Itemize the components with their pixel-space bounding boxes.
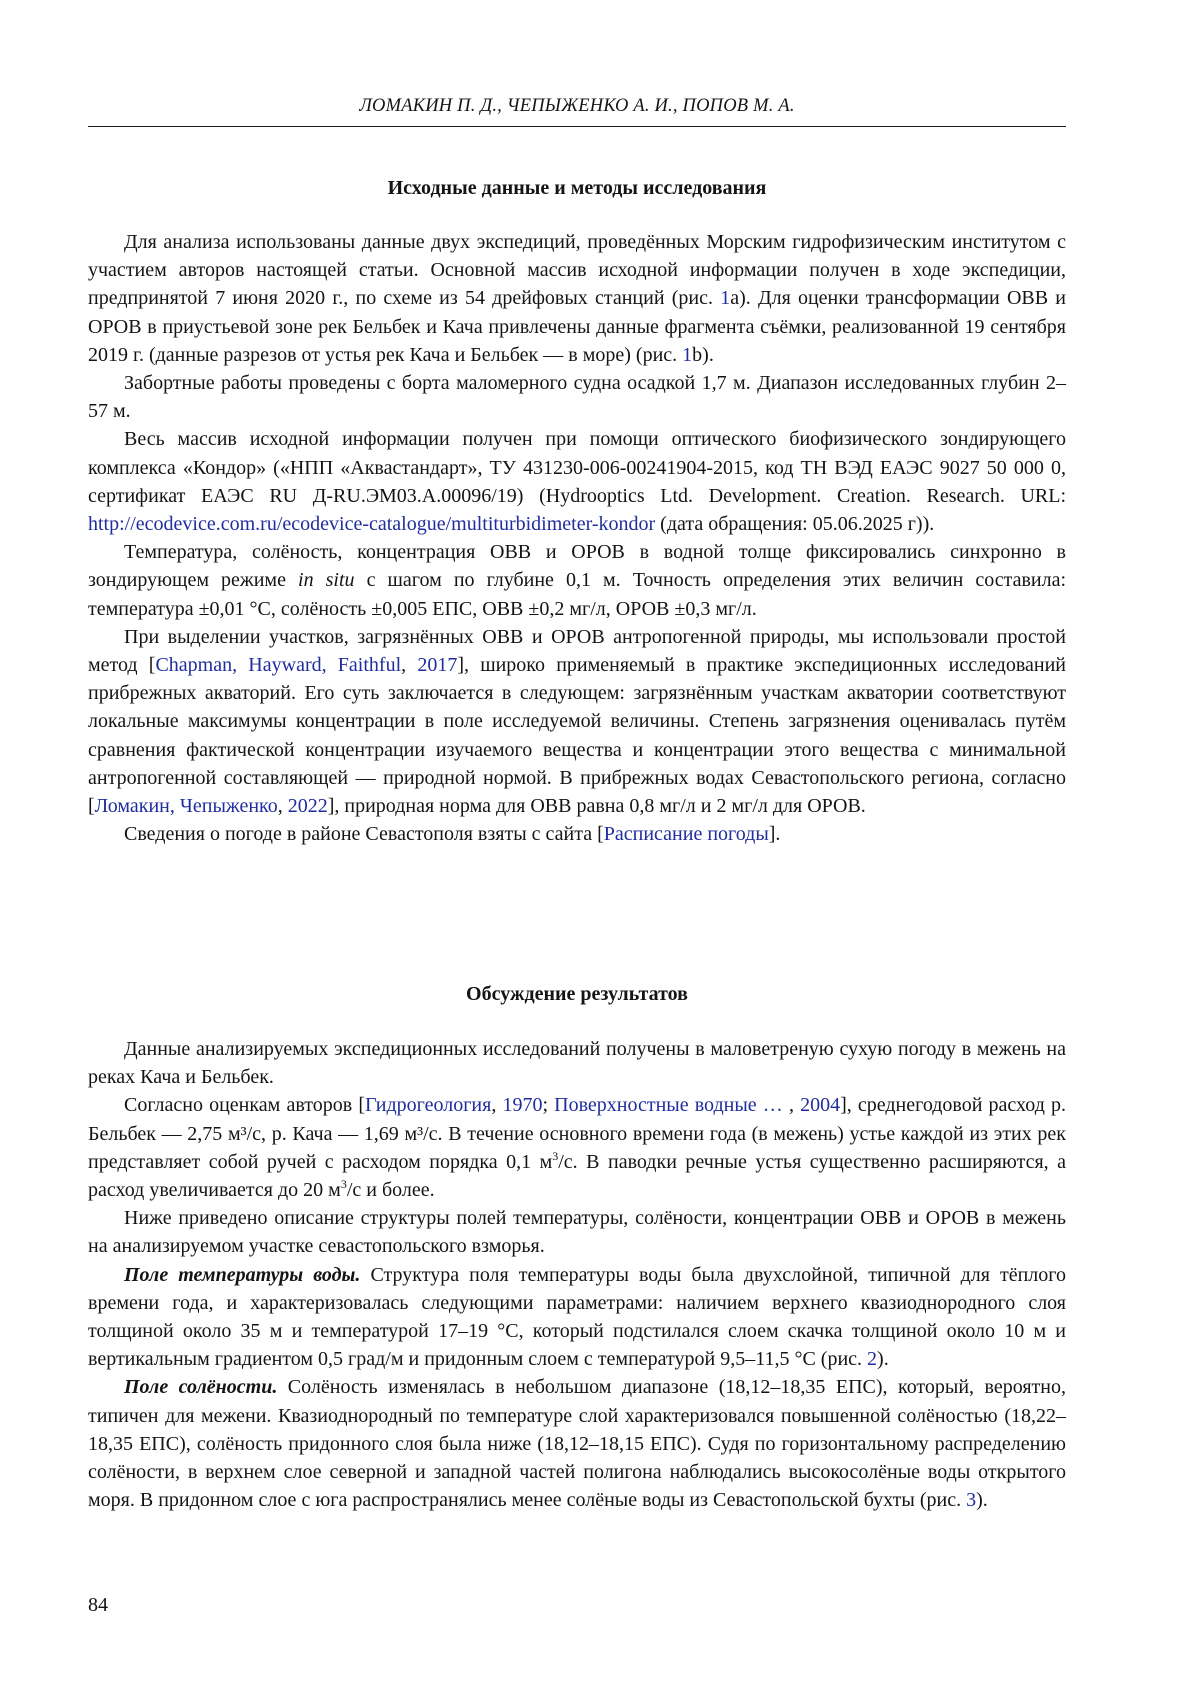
page-number: 84 (88, 1594, 108, 1616)
paragraph: Поле солёности. Солёность изменялась в небольшом диапазоне (18,12–18,35 ЕПС), который, вероятно, типичен для межени. Квазиоднородный по температуре слой характеризовался повышенной солёностью (18,22–18,35 ЕПС), солёность придонного слоя была ниже (18,12–18,15 ЕПС). Судя по горизонтальному распределению солёности, в верхнем слое северной и западной частей полигона наблюдались высокосолёные воды открытого моря. В придонном слое с юга распространялись менее солёные воды из Севастопольской бухты (рис. 3). (88, 1376, 1066, 1512)
paragraph: Весь массив исходной информации получен при помощи оптического биофизического зондирующего комплекса «Кондор» («НПП «Аквастандарт», ТУ 431230-006-00241904-2015, код ТН ВЭД ЕАЭС 9027 50 000 0, сертификат ЕАЭС RU Д-RU.ЭМ03.А.00096/19) (Hydrooptics Ltd. Development. Creation. Research. URL: http://ecodevice.com.ru/ecodevice-catalogue/multiturbidimeter-kondor (дата обращения: 05.06.2025 г)). (88, 428, 1066, 536)
emphasis-term: in situ (298, 569, 355, 592)
citation-link[interactable]: Поверхностные водные … (554, 1094, 789, 1117)
running-header-authors: ЛОМАКИН П. Д., ЧЕПЫЖЕНКО А. И., ПОПОВ М. А. (359, 96, 795, 116)
paragraph: Температура, солёность, концентрация ОВВ и ОРОВ в водной толще фиксировались синхронно в зондирующем режиме in situ с шагом по глубине 0,1 м. Точность определения этих величин составила: температура ±0,01 °C, солёность ±0,005 ЕПС, ОВВ ±0,2 мг/л, ОРОВ ±0,3 мг/л. (88, 541, 1067, 620)
section-title-results: Обсуждение результатов (466, 983, 688, 1005)
paragraph: При выделении участков, загрязнённых ОВВ и ОРОВ антропогенной природы, мы использовали простой метод [Chapman, Hayward, Faithful, 2017], широко применяемый в практике экспедиционных исследований прибрежных акваторий. Его суть заключается в следующем: загрязнённым участкам акватории соответствуют локальные максимумы концентрации в поле исследуемой величины. Степень загрязнения оценивалась путём сравнения фактической концентрации изучаемого вещества и концентрации этого вещества с минимальной антропогенной составляющей — природной нормой. В прибрежных водах Севастопольского региона, согласно [Ломакин, Чепыженко, 2022], природная норма для ОВВ равна 0,8 мг/л и 2 мг/л для ОРОВ. (88, 625, 1067, 818)
paragraph: Ниже приведено описание структуры полей температуры, солёности, концентрации ОВВ и ОРОВ в межень на анализируемом участке севастопольского взморья. (88, 1207, 1066, 1258)
paragraph: Данные анализируемых экспедиционных исследований получены в маловетреную сухую погоду в межень на реках Кача и Бельбек. (88, 1038, 1066, 1089)
run-in-heading: Поле температуры воды. (124, 1263, 361, 1286)
citation-link[interactable]: Гидрогеология (364, 1094, 492, 1117)
header-rule (88, 126, 1066, 127)
section-methods-body (88, 228, 1066, 848)
section-results-body (88, 1035, 1066, 1514)
citation-link[interactable]: Расписание погоды (603, 823, 769, 846)
citation-link[interactable]: Ломакин, Чепыженко (94, 795, 278, 818)
url-link[interactable]: http://ecodevice.com.ru/ecodevice-catalogue/multiturbidimeter-kondor (88, 513, 656, 536)
citation-link[interactable]: 1970 (502, 1094, 543, 1117)
run-in-heading: Поле солёности. (124, 1376, 278, 1399)
section-title-methods: Исходные данные и методы исследования (387, 177, 767, 199)
citation-link[interactable]: 2017 (417, 654, 458, 677)
figure-link[interactable]: 1 (682, 343, 693, 366)
citation-link[interactable]: 2022 (287, 795, 328, 818)
paragraph: Согласно оценкам авторов [Гидрогеология, 1970; Поверхностные водные … , 2004], среднегодовой расход р. Бельбек — 2,75 м³/с, р. Кача — 1,69 м³/с. В течение основного времени года (в межень) устье каждой из этих рек представляет собой ручей с расходом порядка 0,1 $м^3/с$. В паводки речные устья существенно расширяются, а расход увеличивается до 20 $м^3/с$ и более. (88, 1094, 1067, 1202)
figure-link[interactable]: 2 (867, 1348, 878, 1371)
citation-link[interactable]: 2004 (800, 1094, 841, 1117)
figure-link[interactable]: 1 (720, 287, 731, 310)
citation-link[interactable]: Chapman, Hayward, Faithful (155, 654, 402, 677)
paragraph: Для анализа использованы данные двух экспедиций, проведённых Морским гидрофизическим институтом с участием авторов настоящей статьи. Основной массив исходной информации получен в ходе экспедиции, предпринятой 7 июня 2020 г., по схеме из 54 дрейфовых станций (рис. 1a). Для оценки трансформации ОВВ и ОРОВ в приустьевой зоне рек Бельбек и Кача привлечены данные фрагмента съёмки, реализованной 19 сентября 2019 г. (данные разрезов от устья рек Кача и Бельбек — в море) (рис. 1b). (88, 231, 1066, 366)
paragraph: Сведения о погоде в районе Севастополя взяты с сайта [Расписание погоды]. (124, 823, 781, 846)
paragraph: Забортные работы проведены с борта маломерного судна осадкой 1,7 м. Диапазон исследованных глубин 2–57 м. (88, 372, 1066, 423)
paragraph: Поле температуры воды. Структура поля температуры воды была двухслойной, типичной для тёплого времени года, и характеризовалась следующими параметрами: наличием верхнего квазиоднородного слоя толщиной около 35 м и температурой 17–19 °C, который подстилался слоем скачка толщиной около 10 м и вертикальным градиентом 0,5 град/м и придонным слоем с температурой 9,5–11,5 °C (рис. 2). (88, 1263, 1066, 1371)
figure-link[interactable]: 3 (966, 1489, 977, 1512)
